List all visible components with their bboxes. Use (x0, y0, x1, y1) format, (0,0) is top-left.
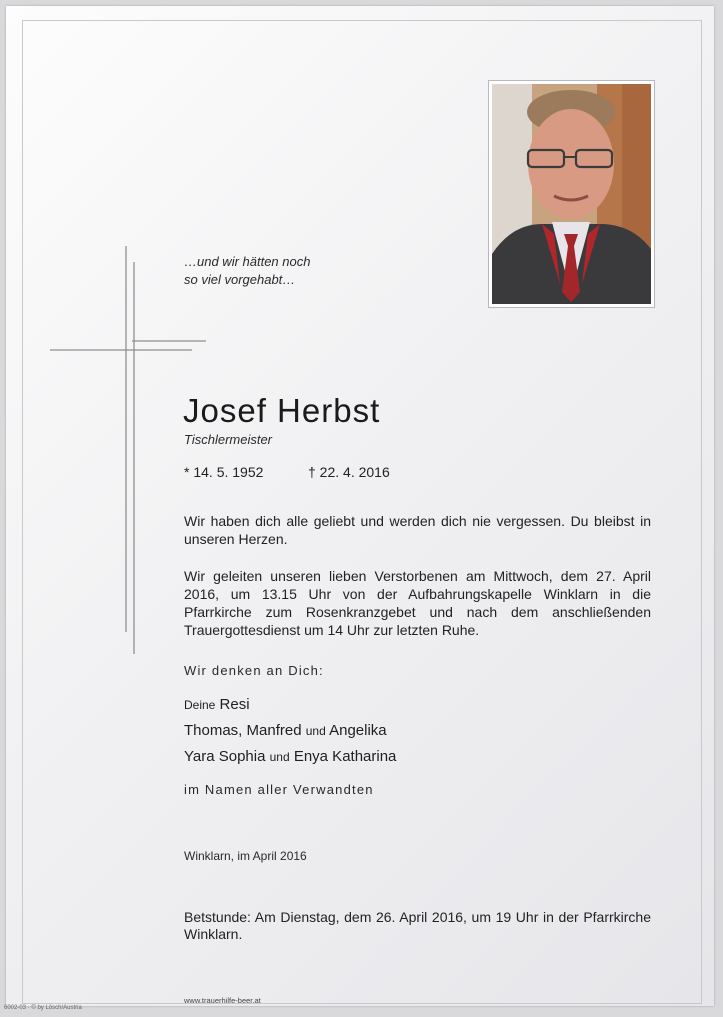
mourner-name: Enya Katharina (293, 748, 397, 765)
mourner-conjunction: und (305, 724, 326, 738)
mourner-line (184, 722, 387, 739)
mourner-name: Resi (219, 696, 250, 713)
portrait-photo (489, 81, 654, 307)
mourner-prefix: Deine (184, 698, 216, 712)
portrait-illustration (492, 84, 651, 304)
death-date: † 22. 4. 2016 (308, 464, 390, 480)
print-code: 6002-03 · © by Lösch/Austria (4, 1005, 82, 1011)
birth-date: * 14. 5. 1952 (184, 464, 264, 480)
life-dates (184, 464, 444, 480)
prayer-hour-notice: Betstunde: Am Dienstag, dem 26. April 2016, um 19 Uhr in der Pfarrkirche Winklarn. (184, 909, 651, 942)
profession: Tischlermeister (184, 432, 273, 447)
funeral-details-paragraph: Wir geleiten unseren lieben Verstorbenen am Mittwoch, dem 27. April 2016, um 13.15 Uhr von der Aufbahrungskapelle Winklarn in die Pfarrkirche zum Rosenkranzgebet und nach dem anschließenden Trauergottesdienst um 14 Uhr zur letzten Ruhe. (184, 568, 651, 638)
mourner-name: Thomas, Manfred (184, 722, 302, 739)
place-date: Winklarn, im April 2016 (184, 849, 307, 863)
mourner-conjunction: und (269, 750, 290, 764)
mourner-line (184, 696, 250, 713)
farewell-paragraph: Wir haben dich alle geliebt und werden dich nie vergessen. Du bleibst in unseren Herzen. (184, 513, 651, 547)
deceased-name: Josef Herbst (183, 392, 381, 429)
obituary-page (6, 6, 714, 1006)
relatives-line: im Namen aller Verwandten (184, 782, 374, 797)
mourner-line (184, 748, 396, 765)
quote-text: …und wir hätten noch so viel vorgehabt… (184, 254, 311, 287)
thinking-of-you: Wir denken an Dich: (184, 663, 324, 678)
website-link[interactable]: www.trauerhilfe-beer.at (184, 996, 261, 1005)
mourner-name: Yara Sophia (184, 748, 266, 765)
mourner-name: Angelika (329, 722, 387, 739)
